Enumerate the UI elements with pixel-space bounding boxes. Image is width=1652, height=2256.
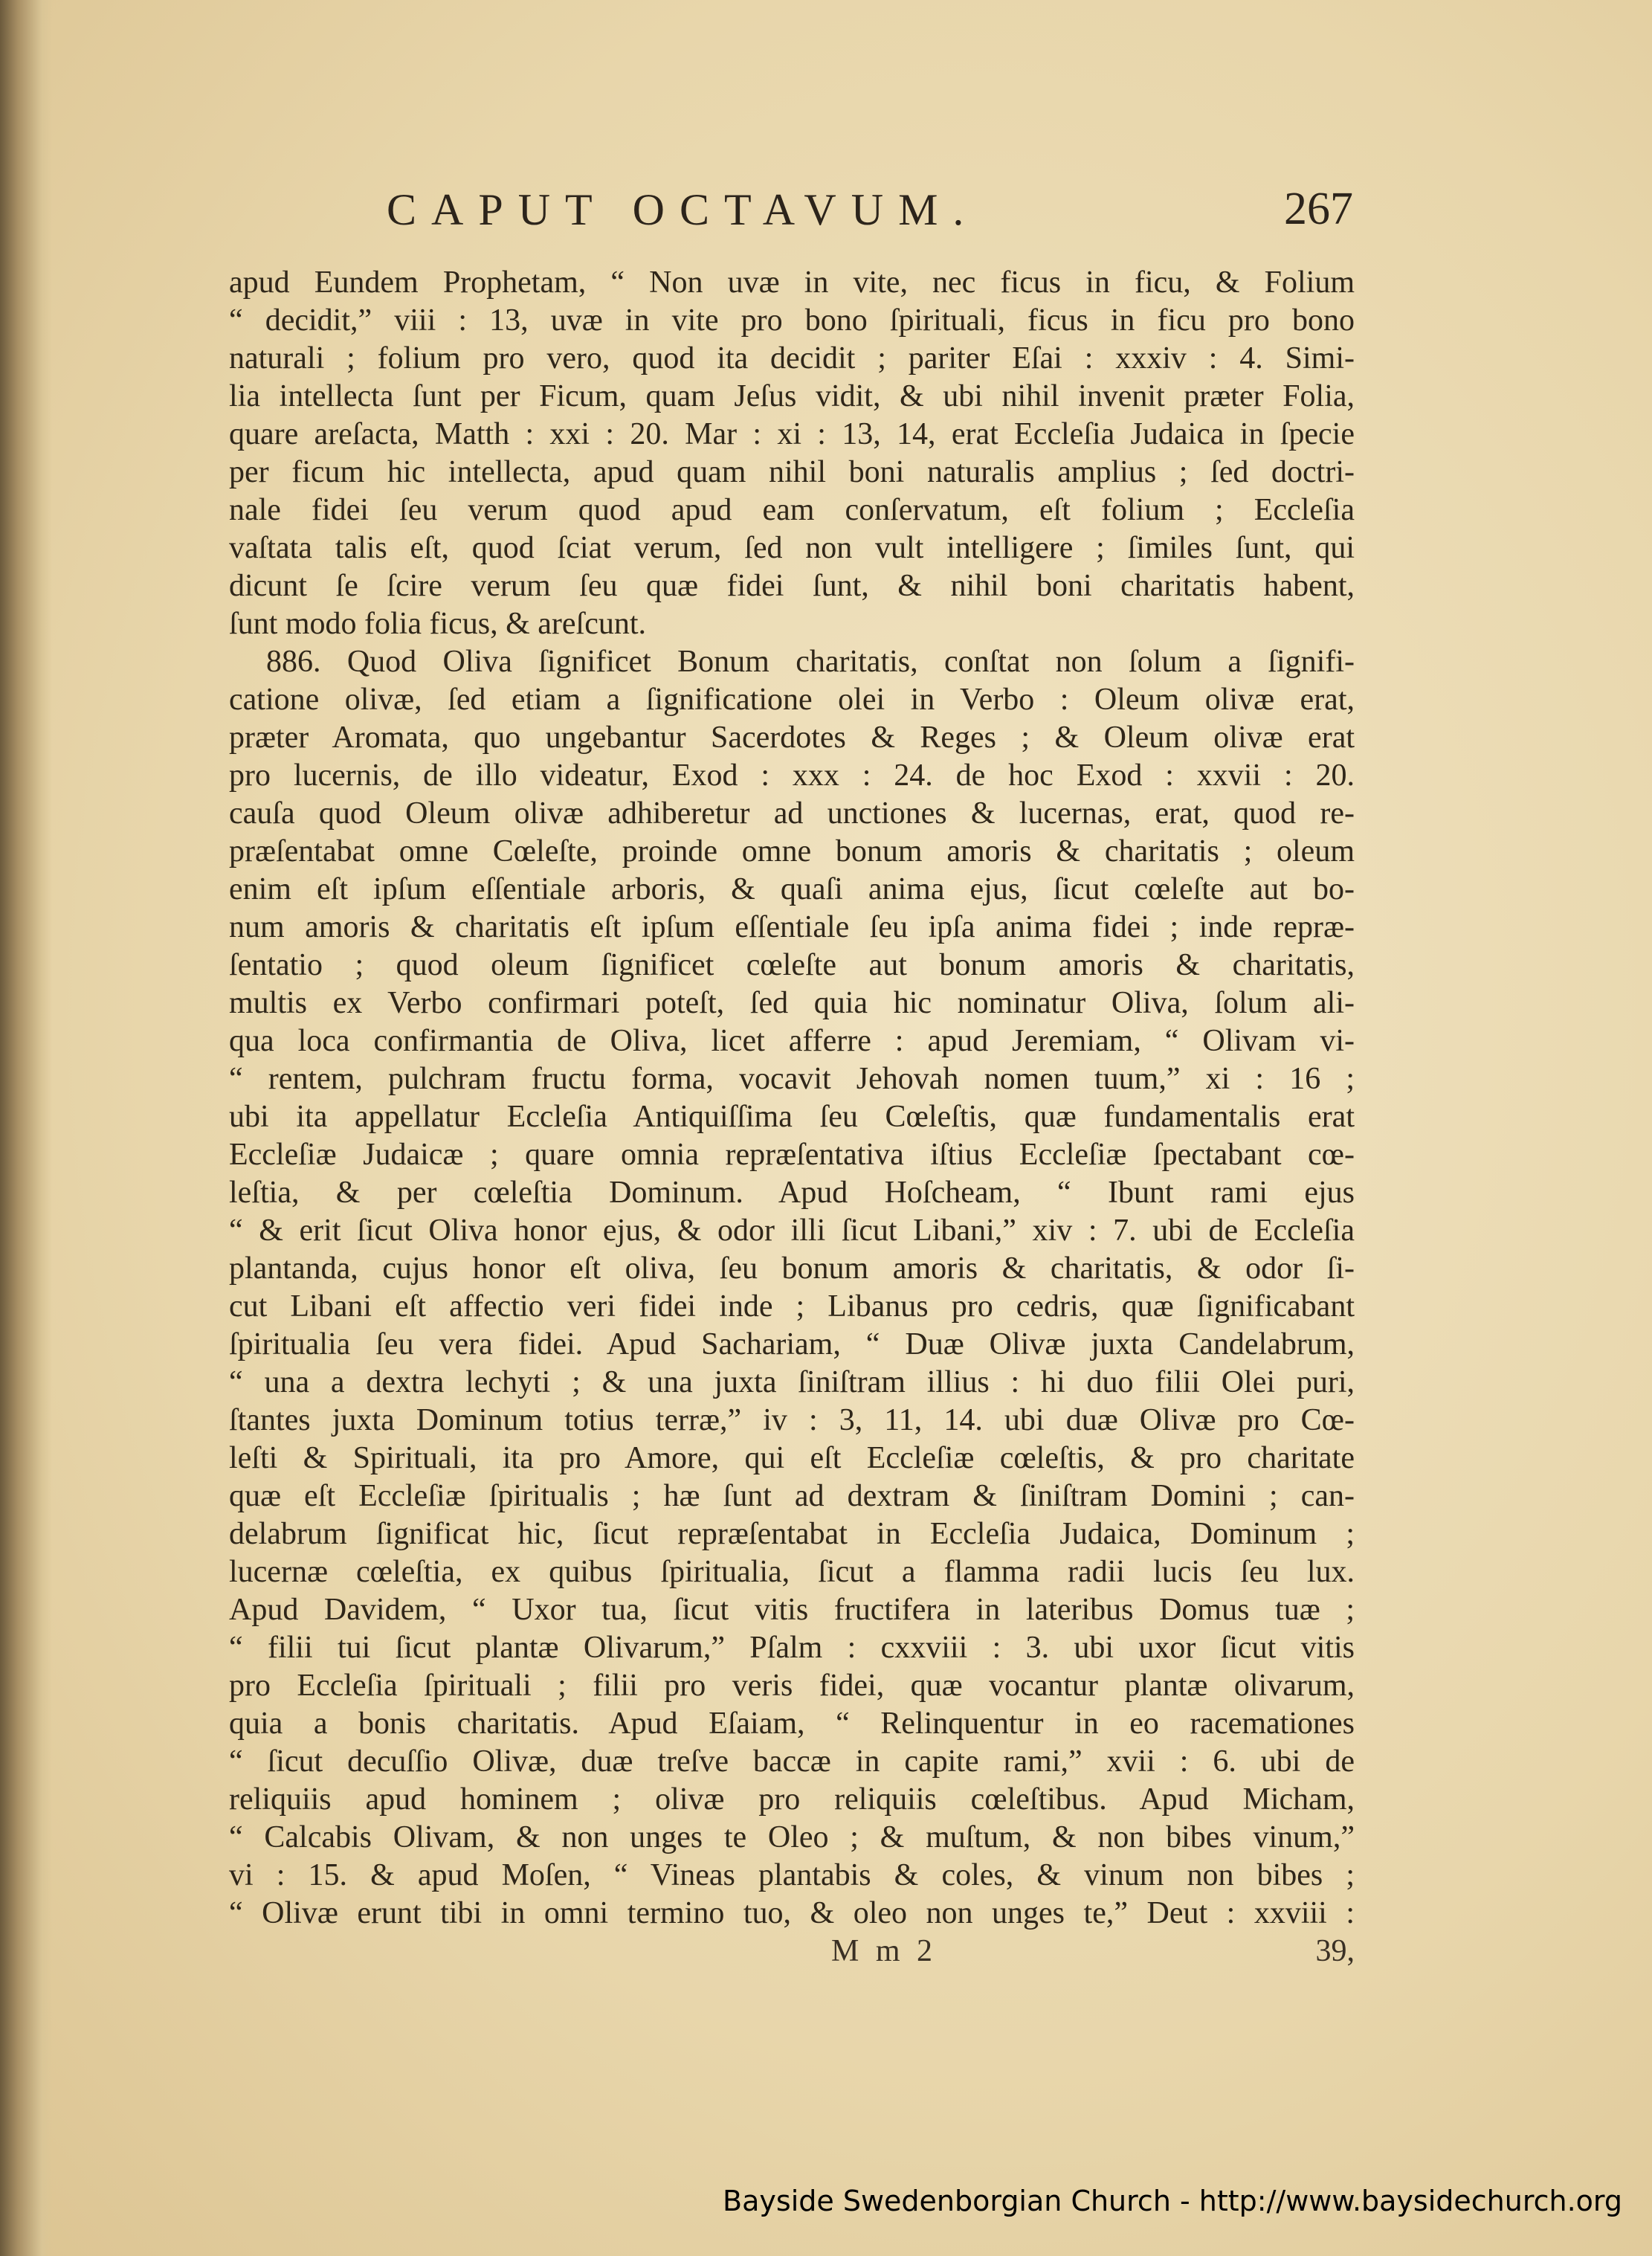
- text-line: ubi ita appellatur Eccleſia Antiquiſſima ſeu Cœleſtis, quæ fundamentalis erat: [229, 1100, 1355, 1134]
- running-title: CAPUT OCTAVUM.: [387, 185, 979, 234]
- text-line: “ ſicut decuſſio Olivæ, duæ treſve baccæ in capite rami,” xvii : 6. ubi de: [229, 1744, 1355, 1779]
- text-line: multis ex Verbo confirmari poteſt, ſed quia hic nominatur Oliva, ſolum ali-: [229, 986, 1355, 1020]
- signature-mark: M m 2: [831, 1934, 938, 1968]
- text-line: delabrum ſignificat hic, ſicut repræſentabat in Eccleſia Judaica, Dominum ;: [229, 1517, 1355, 1551]
- source-watermark: Bayside Swedenborgian Church - http://www.baysidechurch.org: [723, 2185, 1622, 2217]
- body-text: [229, 264, 1355, 1933]
- text-line: Eccleſiæ Judaicæ ; quare omnia repræſentativa iſtius Eccleſiæ ſpectabant cœ-: [229, 1138, 1355, 1172]
- text-line: qua loca confirmantia de Oliva, licet afferre : apud Jeremiam, “ Olivam vi-: [229, 1024, 1355, 1058]
- text-line: catione olivæ, ſed etiam a ſignificatione olei in Verbo : Oleum olivæ erat,: [229, 683, 1355, 717]
- text-line: quæ eſt Eccleſiæ ſpiritualis ; hæ ſunt ad dextram & ſiniſtram Domini ; can-: [229, 1479, 1355, 1513]
- text-line: præſentabat omne Cœleſte, proinde omne bonum amoris & charitatis ; oleum: [229, 834, 1355, 868]
- text-line: naturali ; folium pro vero, quod ita decidit ; pariter Eſai : xxxiv : 4. Simi-: [229, 341, 1355, 376]
- text-line: “ decidit,” viii : 13, uvæ in vite pro bono ſpirituali, ficus in ficu pro bono: [229, 303, 1355, 338]
- text-line: num amoris & charitatis eſt ipſum eſſentiale ſeu ipſa anima fidei ; inde repræ-: [229, 910, 1355, 944]
- text-line: quare areſacta, Matth : xxi : 20. Mar : xi : 13, 14, erat Eccleſia Judaica in ſpecie: [229, 417, 1355, 451]
- text-line: “ filii tui ſicut plantæ Olivarum,” Pſalm : cxxviii : 3. ubi uxor ſicut vitis: [229, 1631, 1355, 1665]
- text-line: lucernæ cœleſtia, ex quibus ſpiritualia, ſicut a flamma radii lucis ſeu lux.: [229, 1555, 1355, 1589]
- text-line: ſtantes juxta Dominum totius terræ,” iv : 3, 11, 14. ubi duæ Olivæ pro Cœ-: [229, 1403, 1355, 1437]
- page-number: 267: [1284, 184, 1353, 234]
- text-line: vi : 15. & apud Moſen, “ Vineas plantabis & coles, & vinum non bibes ;: [229, 1858, 1355, 1892]
- text-line: leſti & Spirituali, ita pro Amore, qui eſt Eccleſiæ cœleſtis, & pro charitate: [229, 1441, 1355, 1475]
- book-gutter: [0, 0, 52, 2256]
- text-line: cut Libani eſt affectio veri fidei inde ; Libanus pro cedris, quæ ſignificabant: [229, 1289, 1355, 1324]
- text-line: nale fidei ſeu verum quod apud eam conſervatum, eſt folium ; Eccleſia: [229, 493, 1355, 527]
- text-line: vaſtata talis eſt, quod ſciat verum, ſed non vult intelligere ; ſimiles ſunt, qui: [229, 531, 1355, 565]
- catchword: 39,: [1315, 1934, 1355, 1968]
- text-line: præter Aromata, quo ungebantur Sacerdotes & Reges ; & Oleum olivæ erat: [229, 721, 1355, 755]
- text-line: enim eſt ipſum eſſentiale arboris, & quaſi anima ejus, ſicut cœleſte aut bo-: [229, 872, 1355, 906]
- page-header: [387, 184, 1353, 251]
- text-line: Apud Davidem, “ Uxor tua, ſicut vitis fructifera in lateribus Domus tuæ ;: [229, 1593, 1355, 1627]
- text-line: leſtia, & per cœleſtia Dominum. Apud Hoſcheam, “ Ibunt rami ejus: [229, 1176, 1355, 1210]
- text-line: pro lucernis, de illo videatur, Exod : xxx : 24. de hoc Exod : xxvii : 20.: [229, 758, 1355, 793]
- paragraph-start-886: 886. Quod Oliva ſignificet Bonum charitatis, conſtat non ſolum a ſignifi-: [266, 645, 1355, 679]
- text-line: ſunt modo folia ficus, & areſcunt.: [229, 607, 647, 641]
- text-line: per ficum hic intellecta, apud quam nihil boni naturalis amplius ; ſed doctri-: [229, 455, 1355, 489]
- text-line: pro Eccleſia ſpirituali ; filii pro veris fidei, quæ vocantur plantæ olivarum,: [229, 1669, 1355, 1703]
- text-line: “ & erit ſicut Oliva honor ejus, & odor illi ſicut Libani,” xiv : 7. ubi de Eccleſia: [229, 1214, 1355, 1248]
- text-line: cauſa quod Oleum olivæ adhiberetur ad unctiones & lucernas, erat, quod re-: [229, 796, 1355, 831]
- text-line: quia a bonis charitatis. Apud Eſaiam, “ Relinquentur in eo racemationes: [229, 1706, 1355, 1741]
- text-line: apud Eundem Prophetam, “ Non uvæ in vite, nec ficus in ficu, & Folium: [229, 265, 1355, 300]
- text-line: ſpiritualia ſeu vera fidei. Apud Sachariam, “ Duæ Olivæ juxta Candelabrum,: [229, 1327, 1355, 1361]
- text-line: “ Olivæ erunt tibi in omni termino tuo, & oleo non unges te,” Deut : xxviii :: [229, 1896, 1355, 1930]
- text-line: plantanda, cujus honor eſt oliva, ſeu bonum amoris & charitatis, & odor ſi-: [229, 1251, 1355, 1286]
- text-line: “ una a dextra lechyti ; & una juxta ſiniſtram illius : hi duo filii Olei puri,: [229, 1365, 1355, 1399]
- text-line: reliquiis apud hominem ; olivæ pro reliquiis cœleſtibus. Apud Micham,: [229, 1782, 1355, 1817]
- page-footer: [229, 1933, 1355, 1978]
- text-line: ſentatio ; quod oleum ſignificet cœleſte aut bonum amoris & charitatis,: [229, 948, 1355, 982]
- text-line: lia intellecta ſunt per Ficum, quam Jeſus vidit, & ubi nihil invenit præter Folia,: [229, 379, 1355, 413]
- text-line: “ rentem, pulchram fructu forma, vocavit Jehovah nomen tuum,” xi : 16 ;: [229, 1062, 1355, 1096]
- text-line: dicunt ſe ſcire verum ſeu quæ fidei ſunt, & nihil boni charitatis habent,: [229, 569, 1355, 603]
- text-line: “ Calcabis Olivam, & non unges te Oleo ; & muſtum, & non bibes vinum,”: [229, 1820, 1355, 1854]
